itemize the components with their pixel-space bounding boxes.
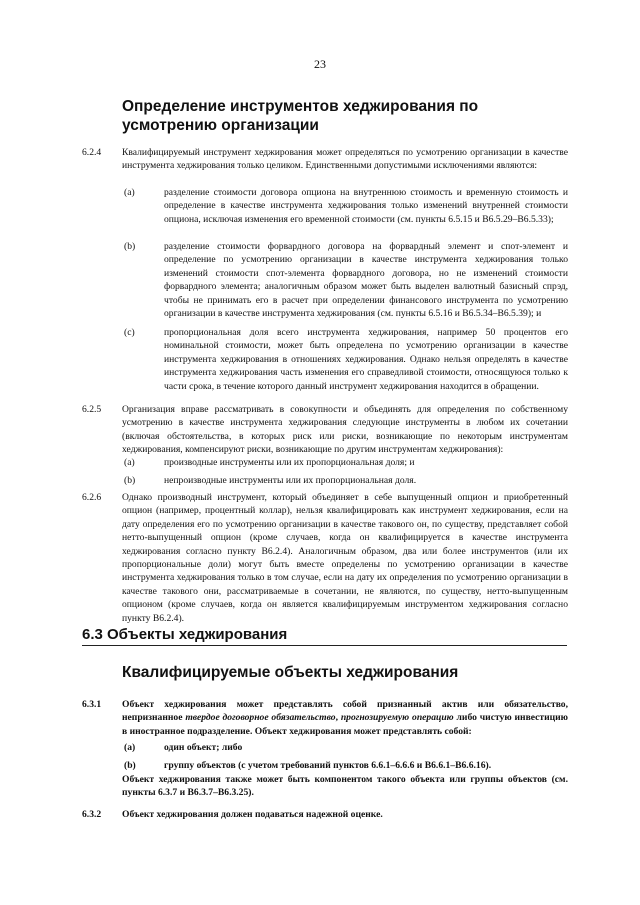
- paragraph-number-6-3-2: 6.3.2: [82, 809, 102, 820]
- page-number: 23: [314, 57, 326, 71]
- item-text-a: один объект; либо: [164, 742, 243, 753]
- item-text-b: разделение стоимости форвардного договора на форвардный элемент и спот-элемент и определение по усмотрению организации в качестве инструмента хеджирования только изменений стоимости спот-элемента форвардного договора, но не изменений стоимости форвардного элемента; аналогичным образом может быть выделен валютный базисный спрэд, чтобы не принимать его в расчет при определении финансового инструмента по усмотрению организации в качестве инструмента хеджирования (см. пункты 6.5.16 и B6.5.34–B6.5.39); и: [164, 241, 568, 320]
- paragraph-6-3-1: Объект хеджирования может представлять собой признанный актив или обязательство, непризнанное твердое договорное обязательство, прогнозируемую операцию либо чистую инвестицию в иностранное подразделение. Объект хеджирования может представлять собой:: [122, 699, 569, 737]
- paragraph-6-3-2: Объект хеджирования должен подаваться надежной оценке.: [122, 809, 383, 820]
- item-text-b: группу объектов (с учетом требований пунктов 6.6.1–6.6.6 и B6.6.1–B6.6.16).: [164, 760, 492, 771]
- item-text-a: разделение стоимости договора опциона на внутреннюю стоимость и временную стоимость и определение в качестве инструмента хеджирования только изменений внутренней стоимости опциона, исключая изменения его временной стоимости (см. пункты 6.5.15 и B6.5.29–B6.5.33);: [164, 187, 568, 225]
- section-divider: [82, 645, 567, 646]
- item-text-c: пропорциональная доля всего инструмента хеджирования, например 50 процентов его номинальной стоимости, может быть определена по усмотрению организации в качестве инструмента хеджирования в отношениях хеджирования. Однако нельзя определять в качестве инструмента хеджирования часть изменения его справедливой стоимости, относящуюся только к части срока, в течение которого данный инструмент хеджирования находится в обращении.: [164, 327, 568, 392]
- paragraph-number-6-3-1: 6.3.1: [82, 699, 102, 710]
- paragraph-6-3-1-tail: Объект хеджирования также может быть компонентом такого объекта или группы объектов (см. пункты 6.3.7 и B6.3.7–B6.3.25).: [122, 774, 568, 799]
- item-label-a: (a): [124, 457, 135, 468]
- paragraph-number-6-2-6: 6.2.6: [82, 492, 102, 503]
- section-title-6-3: 6.3 Объекты хеджирования: [82, 626, 288, 643]
- paragraph-6-2-4: Квалифицируемый инструмент хеджирования может определяться по усмотрению организации в качестве инструмента хеджирования только целиком. Единственными допустимыми исключениями являются:: [122, 147, 568, 172]
- term-forecast-transaction: прогнозируемую операцию: [340, 712, 454, 724]
- term-firm-commitment: твердое договорное обязательство: [185, 712, 336, 724]
- item-label-a: (a): [124, 742, 136, 753]
- paragraph-6-2-5: Организация вправе рассматривать в совокупности и объединять для определения по собственному усмотрению в качестве инструмента хеджирования следующие инструменты в любом их сочетании (включая обстоятельства, в которых риск или риски, возникающие по некоторым инструментам хеджирования, компенсируют риски, возникающие по другим инструментам хеджирования):: [122, 404, 568, 456]
- paragraph-number-6-2-5: 6.2.5: [82, 404, 102, 415]
- item-label-b: (b): [124, 475, 136, 486]
- item-label-b: (b): [124, 241, 136, 252]
- item-label-a: (a): [124, 187, 135, 198]
- paragraph-6-2-6: Однако производный инструмент, который объединяет в себе выпущенный опцион и приобретенный опцион (например, процентный коллар), нельзя квалифицировать как инструмент хеджирования, если на дату определения его по усмотрению организации в качестве такового он, по существу, представляет собой нетто-выпущенный опцион (кроме случаев, когда он квалифицируется в качестве инструмента хеджирования согласно пункту B6.2.4). Аналогичным образом, два или более инструментов (или их пропорциональные доли) могут быть вместе определены по усмотрению организации в качестве инструмента хеджирования только в том случае, если на дату их определения по усмотрению организации в качестве такового они, рассматриваемые в сочетании, не являются, по существу, нетто-выпущенным опционом (кроме случаев, когда он является квалифицируемым инструментом хеджирования согласно пункту B6.2.4).: [122, 492, 568, 624]
- item-label-b: (b): [124, 760, 136, 771]
- item-label-c: (c): [124, 327, 135, 338]
- section-heading-qualifying: Квалифицируемые объекты хеджирования: [122, 664, 459, 681]
- paragraph-number-6-2-4: 6.2.4: [82, 147, 102, 158]
- section-heading-designation: Определение инструментов хеджирования по усмотрению организации: [122, 98, 479, 134]
- item-text-b: непроизводные инструменты или их пропорциональная доля.: [164, 475, 417, 486]
- item-text-a: производные инструменты или их пропорциональная доля; и: [164, 457, 415, 468]
